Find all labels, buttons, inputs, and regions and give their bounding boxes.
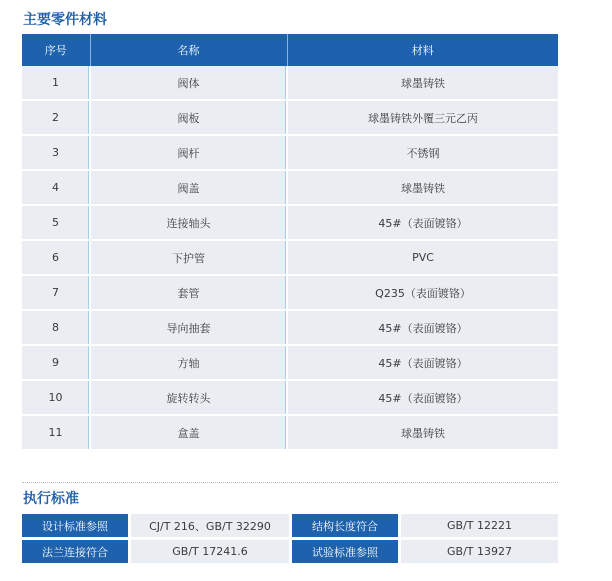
material-cell: 球墨铸铁: [287, 66, 558, 100]
standard-value: GB/T 12221: [401, 514, 558, 537]
serial-number-cell: 6: [22, 240, 90, 275]
header-serial-number: 序号: [22, 34, 90, 66]
material-cell: 45#（表面镀铬）: [287, 205, 558, 240]
header-material: 材料: [287, 34, 558, 66]
serial-number-cell: 2: [22, 100, 90, 135]
material-cell: Q235（表面镀铬）: [287, 275, 558, 310]
material-cell: 45#（表面镀铬）: [287, 310, 558, 345]
material-cell: 45#（表面镀铬）: [287, 380, 558, 415]
serial-number-cell: 11: [22, 415, 90, 450]
standards-section-title: 执行标准: [23, 491, 79, 507]
table-row: [22, 66, 558, 100]
standard-value: CJ/T 216、GB/T 32290: [131, 514, 289, 537]
standard-value: GB/T 13927: [401, 540, 558, 563]
part-name-cell: 套管: [90, 275, 287, 310]
table-row: [22, 135, 558, 170]
material-cell: 45#（表面镀铬）: [287, 345, 558, 380]
table-row: [22, 100, 558, 135]
table-row: [22, 275, 558, 310]
parts-table-header: [22, 34, 558, 66]
material-cell: 球墨铸铁外覆三元乙丙: [287, 100, 558, 135]
table-row: [22, 380, 558, 415]
material-cell: PVC: [287, 240, 558, 275]
serial-number-cell: 10: [22, 380, 90, 415]
header-name: 名称: [90, 34, 287, 66]
table-row: [22, 310, 558, 345]
material-cell: 球墨铸铁: [287, 415, 558, 450]
part-name-cell: 阀体: [90, 66, 287, 100]
part-name-cell: 连接轴头: [90, 205, 287, 240]
table-row: [22, 345, 558, 380]
section-divider: [22, 482, 558, 483]
standard-label: 结构长度符合: [292, 514, 398, 537]
material-cell: 球墨铸铁: [287, 170, 558, 205]
serial-number-cell: 5: [22, 205, 90, 240]
standard-value: GB/T 17241.6: [131, 540, 289, 563]
table-row: [22, 170, 558, 205]
part-name-cell: 导向抽套: [90, 310, 287, 345]
part-name-cell: 方轴: [90, 345, 287, 380]
standard-label: 法兰连接符合: [22, 540, 128, 563]
table-row: [22, 240, 558, 275]
standard-label: 试验标准参照: [292, 540, 398, 563]
serial-number-cell: 3: [22, 135, 90, 170]
part-name-cell: 阀杆: [90, 135, 287, 170]
part-name-cell: 盒盖: [90, 415, 287, 450]
serial-number-cell: 1: [22, 66, 90, 100]
parts-table: [22, 34, 558, 451]
table-row: [22, 205, 558, 240]
serial-number-cell: 8: [22, 310, 90, 345]
parts-section-title: 主要零件材料: [23, 12, 107, 28]
table-row: [22, 540, 558, 563]
standards-table: [22, 511, 558, 566]
table-row: [22, 415, 558, 450]
part-name-cell: 旋转转头: [90, 380, 287, 415]
serial-number-cell: 9: [22, 345, 90, 380]
standard-label: 设计标准参照: [22, 514, 128, 537]
table-row: [22, 514, 558, 537]
material-cell: 不锈钢: [287, 135, 558, 170]
part-name-cell: 阀盖: [90, 170, 287, 205]
serial-number-cell: 4: [22, 170, 90, 205]
part-name-cell: 阀板: [90, 100, 287, 135]
serial-number-cell: 7: [22, 275, 90, 310]
part-name-cell: 下护管: [90, 240, 287, 275]
